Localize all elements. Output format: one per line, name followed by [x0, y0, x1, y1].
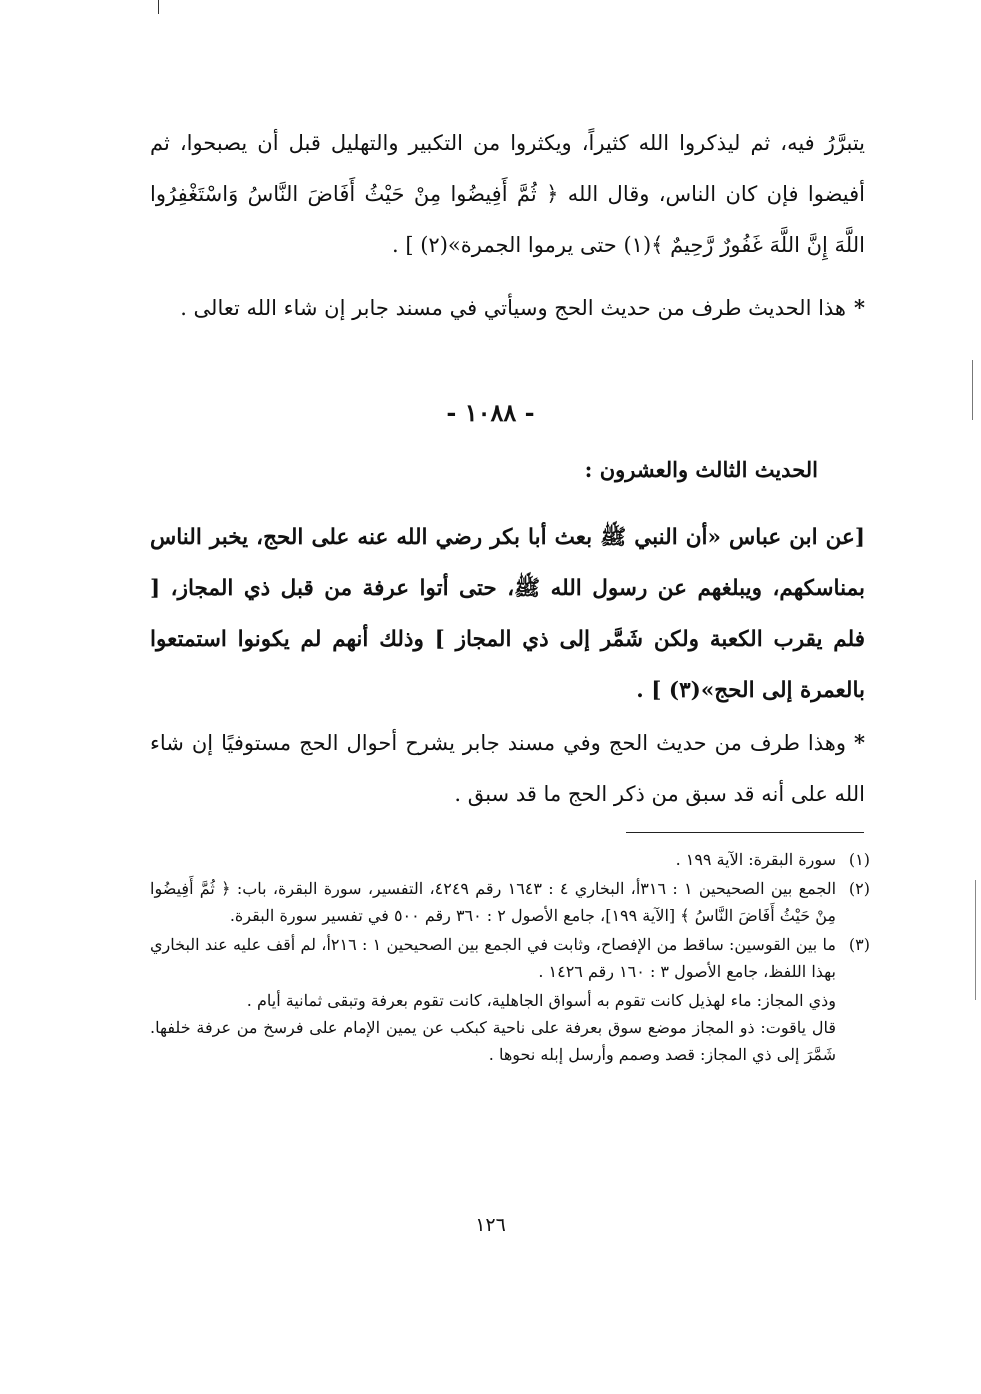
hadith-text: [عن ابن عباس «أن النبي ﷺ بعث أبا بكر رضي الله عنه على الحج، يخبر الناس بمناسكهم، ويبلغهم عن رسول الله ﷺ، حتى أتوا عرفة من قبل ذي المجاز، [ فلم يقرب الكعبة ولكن شَمَّر إلى ذي المجاز ] وذلك أنهم لم يكونوا استمتعوا بالعمرة إلى الحج»(٣) ] .	[150, 525, 865, 703]
editor-note-text: هذا الحديث طرف من حديث الحج وسيأتي في مسند جابر إن شاء الله تعالى .	[180, 296, 847, 320]
asterisk-icon: *	[854, 295, 865, 320]
editor-note-text: وهذا طرف من حديث الحج وفي مسند جابر يشرح أحوال الحج مستوفيًا إن شاء الله على أنه قد سبق من ذكر الحج ما قد سبق .	[150, 731, 865, 806]
hadith-text-block	[150, 512, 865, 716]
editor-note-1	[150, 282, 865, 334]
footnote-text: الجمع بين الصحيحين ١ : ٣١٦أ، البخاري ٤ : ١٦٤٣ رقم ٤٢٤٩، التفسير، سورة البقرة، باب: ﴿ ثُمَّ أَفِيضُوا مِنْ حَيْثُ أَفَاضَ النَّاسُ ﴾ [الآية ١٩٩]، جامع الأصول ٢ : ٣٦٠ رقم ٥٠٠ في تفسير سورة البقرة.	[150, 879, 837, 925]
scan-mark	[975, 880, 976, 1000]
hadith-heading: الحديث الثالث والعشرون :	[584, 457, 818, 482]
footnote-continuation: وذي المجاز: ماء لهذيل كانت تقوم به أسواق الجاهلية، كانت تقوم بعرفة وتبقى ثمانية أيام .	[246, 991, 836, 1010]
page-number: ١٢٦	[475, 1214, 506, 1236]
hadith-number: - ١٠٨٨ -	[446, 398, 535, 427]
footnote	[150, 875, 870, 929]
paragraph-continuation	[150, 118, 865, 271]
paragraph-text: يتبرَّرُ فيه، ثم ليذكروا الله كثيراً، ويكثروا من التكبير والتهليل قبل أن يصبحوا، ثم أفيضوا فإن كان الناس، وقال الله ﴿ ثُمَّ أَفِيضُوا مِنْ حَيْثُ أَفَاضَ النَّاسُ وَاسْتَغْفِرُوا اللَّهَ إِنَّ اللَّهَ غَفُورٌ رَّحِيمٌ ﴾(١) حتى يرموا الجمرة»(٢) ] .	[150, 131, 865, 257]
scan-mark	[972, 360, 973, 420]
footnote-continuation: قال ياقوت: ذو المجاز موضع سوق بعرفة على ناحية كبكب عن يمين الإمام على فرسخ من عرفة خلفها. شَمَّرَ إلى ذي المجاز: قصد وصمم وأرسل إبله نحوها .	[150, 1018, 836, 1064]
footnotes	[150, 846, 870, 1068]
footnote-number: (٢)	[848, 879, 870, 898]
footnote-separator	[626, 832, 864, 833]
footnote-number: (٣)	[848, 935, 870, 954]
footnote	[150, 931, 870, 985]
footnote	[150, 846, 870, 873]
editor-note-2	[150, 717, 865, 820]
asterisk-icon: *	[854, 730, 865, 755]
scan-mark	[158, 0, 159, 14]
footnote-text: ما بين القوسين: ساقط من الإفصاح، وثابت في الجمع بين الصحيحين ١ : ٢١٦أ، لم أقف عليه عند البخاري بهذا اللفظ، جامع الأصول ٣ : ١٦٠ رقم ١٤٢٦ .	[150, 935, 837, 981]
footnote-text: سورة البقرة: الآية ١٩٩ .	[675, 850, 836, 869]
footnote-number: (١)	[848, 850, 870, 869]
